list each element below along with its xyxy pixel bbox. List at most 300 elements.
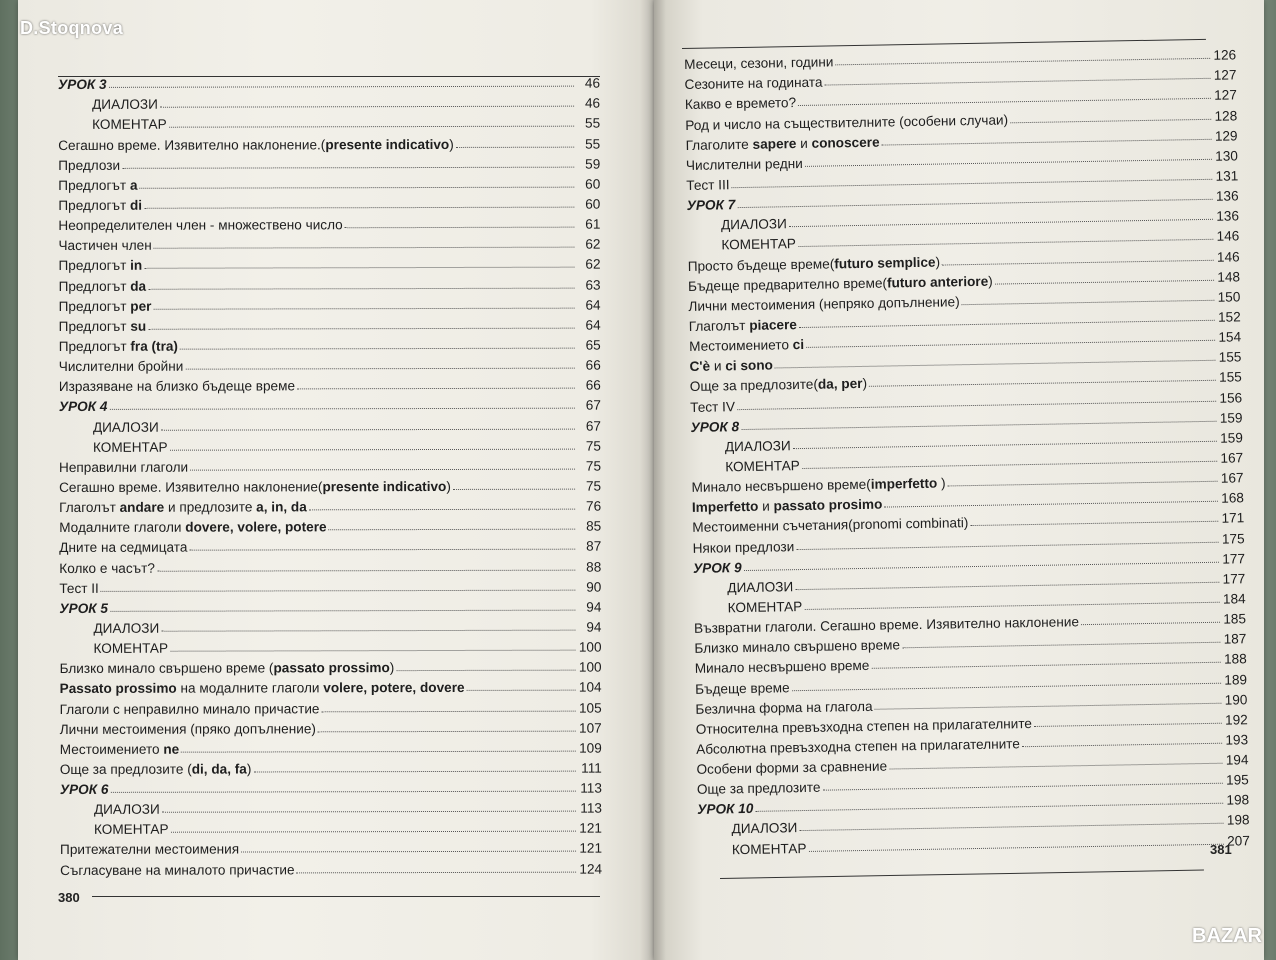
toc-entry-title [698, 841, 807, 858]
toc-title-part: ) [449, 136, 454, 152]
toc-title-part: dovere, volere, potere [185, 519, 327, 535]
toc-entry [59, 413, 601, 435]
toc-entry-title [59, 479, 451, 495]
toc-leader-dots [189, 549, 575, 551]
toc-entry [59, 332, 601, 354]
toc-title-part: ДИАЛОЗИ [93, 620, 160, 636]
toc-page-number: 94 [586, 599, 602, 615]
toc-title-part: Особени форми за сравнение [696, 758, 888, 777]
toc-title-part: УРОК 8 [690, 418, 740, 435]
toc-entry-title [60, 802, 160, 817]
toc-title-part: Притежателни местоимения [60, 842, 240, 858]
toc-leader-dots [122, 166, 574, 168]
toc-title-part: УРОК 6 [59, 781, 109, 798]
toc-entry-title [59, 419, 159, 434]
toc-page-number: 75 [585, 478, 602, 494]
toc-title-part: volere, potere, dovere [323, 680, 465, 696]
toc-page-number: 46 [584, 75, 601, 91]
toc-title-part: per [130, 298, 152, 314]
toc-leader-dots [297, 871, 577, 873]
toc-entry-title [686, 177, 729, 193]
toc-leader-dots [1034, 722, 1222, 726]
toc-entry [58, 232, 600, 254]
toc-page-number: 111 [581, 760, 602, 776]
toc-title-part: Модалните глаголи [59, 519, 186, 536]
toc-page-number: 192 [1224, 712, 1248, 728]
toc-title-part: ) [246, 761, 252, 777]
toc-entry-title [687, 216, 787, 233]
toc-entry-title [689, 358, 773, 374]
toc-entry-title [59, 339, 178, 354]
toc-title-part: ДИАЛОЗИ [720, 216, 787, 233]
toc-entry [60, 836, 602, 858]
toc-title-part: Изразяване на близко бъдеще време [58, 378, 296, 395]
toc-page-number: 67 [585, 418, 601, 434]
toc-title-part: Неправилни глаголи [59, 459, 189, 475]
toc-entry [59, 393, 601, 415]
toc-page-number: 154 [1218, 329, 1242, 345]
toc-entry-title [684, 75, 822, 92]
toc-page-number: 152 [1217, 309, 1241, 325]
toc-entry-title [58, 117, 167, 132]
toc-page-number: 167 [1220, 450, 1244, 466]
toc-entry-title [58, 178, 137, 193]
toc-leader-dots [170, 650, 575, 652]
toc-entry-title [59, 621, 159, 636]
toc-title-part: Предлогът [58, 177, 130, 193]
toc-page-number: 171 [1221, 510, 1245, 527]
toc-entry [59, 594, 601, 616]
toc-entry-title [59, 601, 108, 616]
toc-page-number: 124 [579, 861, 603, 877]
toc-entry [60, 675, 602, 697]
toc-page-number: 60 [585, 196, 601, 212]
toc-title-part: presente indicativo [325, 136, 450, 152]
toc-leader-dots [180, 348, 575, 350]
toc-entry-title [60, 862, 295, 878]
toc-entry-title [58, 238, 151, 253]
toc-title-part: Близко минало свършено време [694, 637, 901, 657]
toc-entry-title [690, 399, 735, 415]
toc-title-part: ne [163, 741, 180, 757]
toc-title-part: КОМЕНТАР [721, 236, 797, 253]
toc-leader-dots [995, 279, 1214, 284]
toc-title-part: Passato prossimo [59, 681, 177, 697]
toc-entry-title [686, 156, 803, 173]
toc-leader-dots [160, 106, 574, 108]
toc-page-number: 109 [579, 740, 602, 756]
toc-title-part: Месеци, сезони, години [684, 54, 834, 73]
toc-title-part: in [130, 258, 143, 274]
toc-title-part: presente indicativo [322, 478, 447, 495]
toc-leader-dots [101, 589, 576, 591]
toc-title-part: Относителна превъзходна степен на прилагателните [695, 715, 1033, 737]
toc-entry-title [60, 782, 109, 797]
toc-page-number: 129 [1214, 128, 1238, 144]
toc-page-number: 61 [585, 216, 601, 232]
toc-entry-title [58, 198, 142, 213]
toc-title-part: da [130, 278, 147, 294]
toc-title-part: passato prossimo [273, 660, 390, 676]
toc-leader-dots [253, 771, 575, 773]
toc-leader-dots [109, 86, 574, 88]
toc-leader-dots [140, 186, 575, 188]
toc-title-part: на модалните глаголи [176, 680, 324, 697]
toc-leader-dots [181, 750, 576, 752]
toc-title-part: ДИАЛОЗИ [92, 97, 158, 113]
toc-entry-title [689, 317, 797, 334]
right-toc [684, 42, 1250, 857]
left-bottom-rule [92, 896, 600, 897]
toc-entry-title [59, 641, 168, 656]
toc-entry [58, 91, 600, 113]
toc-entry [58, 171, 600, 193]
toc-entry-title [59, 399, 108, 414]
toc-page-number: 55 [585, 136, 601, 152]
toc-page-number: 189 [1224, 671, 1248, 688]
toc-page-number: 121 [579, 820, 603, 836]
left-toc [58, 71, 602, 878]
toc-title-part: Абсолютна превъзходна степен на прилагателните [696, 736, 1020, 757]
toc-title-part: и [709, 358, 726, 374]
toc-entry [59, 614, 601, 636]
toc-title-part: ) [862, 376, 868, 392]
toc-entry [59, 635, 601, 657]
toc-title-part: Лични местоимения (пряко допълнение) [59, 720, 316, 737]
toc-entry-title [59, 581, 99, 596]
toc-leader-dots [318, 730, 576, 732]
toc-entry-title [60, 721, 316, 737]
toc-page-number: 188 [1223, 651, 1247, 668]
toc-entry-title [59, 298, 152, 313]
toc-entry-title [691, 438, 791, 455]
toc-title-part: Още за предлозите ( [59, 761, 192, 777]
toc-leader-dots [170, 448, 575, 450]
toc-title-part: Минало несвършено време [694, 658, 870, 677]
toc-leader-dots [161, 428, 575, 430]
toc-title-part: Неопределителен член - множествено число [58, 217, 343, 234]
toc-entry-title [58, 97, 158, 112]
watermark: D.Stoqnova [20, 18, 124, 38]
toc-title-part: Тест II [59, 580, 99, 596]
toc-title-part: Сезоните на годината [684, 74, 823, 93]
toc-page-number: 198 [1226, 812, 1250, 829]
toc-entry-title [685, 95, 796, 112]
toc-title-part: piacere [749, 317, 797, 333]
toc-entry-title [695, 698, 872, 716]
toc-title-part: ) [937, 475, 946, 491]
toc-entry-title [59, 319, 147, 334]
toc-page-number: 136 [1216, 208, 1240, 225]
toc-leader-dots [153, 307, 574, 309]
toc-page-number: 113 [580, 780, 602, 796]
toc-page-number: 90 [586, 579, 602, 595]
toc-page-number: 85 [586, 518, 602, 534]
toc-title-part: Местоимението [59, 741, 164, 757]
toc-title-part: Още за предлозите [696, 779, 821, 798]
toc-entry-title [60, 761, 252, 777]
toc-title-part: Числителни редни [685, 155, 803, 173]
toc-title-part: ) [935, 254, 941, 270]
toc-title-part: ) [389, 660, 395, 676]
toc-page-number: 167 [1220, 470, 1244, 486]
toc-title-part: КОМЕНТАР [93, 822, 169, 838]
toc-page-number: 87 [586, 538, 602, 554]
toc-entry-title [694, 599, 803, 616]
toc-title-part: Imperfetto [691, 499, 759, 516]
toc-entry [59, 373, 601, 395]
toc-title-part: КОМЕНТАР [727, 598, 803, 616]
toc-entry-title [59, 520, 326, 536]
toc-page-number: 64 [585, 297, 601, 313]
toc-page-number: 113 [580, 800, 602, 816]
toc-page-number: 146 [1216, 248, 1240, 265]
toc-page-number: 190 [1224, 691, 1248, 708]
toc-title-part: Предлогът [58, 318, 131, 334]
toc-title-part: da, per [817, 376, 863, 393]
toc-page-number: 155 [1218, 349, 1242, 365]
toc-page-number: 156 [1219, 389, 1243, 406]
toc-title-part: futuro anteriore [886, 273, 989, 291]
toc-leader-dots [144, 267, 574, 269]
toc-title-part: Бъдеще предварително време( [687, 275, 888, 294]
toc-title-part: andare [119, 499, 165, 515]
toc-leader-dots [154, 247, 575, 249]
toc-page-number: 121 [579, 841, 603, 857]
toc-leader-dots [190, 468, 575, 470]
toc-title-part: C'è [689, 358, 711, 375]
toc-title-part: Тест IV [690, 398, 736, 415]
toc-title-part: Предлогът [58, 338, 131, 354]
toc-entry-title [697, 801, 753, 817]
toc-title-part: imperfetto [870, 475, 938, 492]
toc-entry [59, 473, 601, 495]
toc-entry-title [58, 217, 342, 233]
toc-leader-dots [169, 126, 574, 128]
toc-page-number: 177 [1222, 571, 1246, 587]
toc-page-number: 168 [1221, 490, 1245, 506]
toc-title-part: и [758, 498, 774, 515]
toc-page-number: 64 [585, 317, 601, 333]
toc-title-part: ДИАЛОЗИ [731, 820, 798, 837]
toc-page-number: 60 [585, 176, 601, 192]
toc-entry-title [59, 278, 147, 293]
toc-entry-title [695, 658, 870, 676]
toc-title-part: Предлогът [58, 298, 131, 314]
toc-title-part: Предлогът [58, 258, 131, 274]
toc-page-number: 62 [585, 256, 601, 273]
toc-entry [60, 695, 602, 717]
toc-title-part: di [129, 197, 143, 213]
toc-title-part: Безлична форма на глагола [695, 698, 873, 717]
toc-entry [58, 151, 600, 173]
toc-title-part: Местоимението [689, 337, 793, 355]
toc-page-number: 107 [579, 720, 602, 736]
toc-page-number: 75 [585, 458, 602, 474]
toc-title-part: УРОК 4 [58, 399, 108, 415]
right-page-number: 381 [1210, 842, 1232, 857]
toc-page-number: 62 [585, 236, 601, 252]
toc-title-part: КОМЕНТАР [93, 640, 169, 656]
toc-title-part: ДИАЛОЗИ [93, 801, 160, 818]
toc-entry [60, 816, 602, 838]
toc-title-part: passato prosimo [773, 496, 883, 514]
toc-title-part: Глаголът [688, 317, 750, 334]
toc-entry-title [58, 77, 107, 92]
toc-page-number: 148 [1217, 269, 1241, 285]
toc-title-part: ДИАЛОЗИ [92, 419, 159, 435]
toc-title-part: di, da, fa [191, 761, 247, 777]
toc-leader-dots [1010, 118, 1211, 123]
toc-leader-dots [148, 327, 574, 329]
toc-leader-dots [329, 529, 576, 531]
toc-page-number: 76 [585, 498, 602, 514]
toc-page-number: 198 [1226, 792, 1250, 808]
toc-title-part: conoscere [811, 134, 880, 151]
toc-title-part: ) [446, 478, 451, 494]
toc-leader-dots [1022, 743, 1222, 747]
toc-title-part: Предлогът [58, 197, 131, 213]
toc-page-number: 146 [1216, 228, 1240, 245]
toc-title-part: и предлозите [164, 499, 257, 515]
toc-entry-title [58, 158, 120, 173]
toc-title-part: КОМЕНТАР [92, 117, 167, 133]
toc-leader-dots [110, 791, 575, 793]
toc-title-part: Сегашно време. Изявително наклонение( [59, 479, 323, 495]
toc-page-number: 66 [585, 377, 601, 393]
toc-leader-dots [456, 146, 574, 147]
toc-page-number: 46 [584, 95, 601, 111]
toc-leader-dots [297, 388, 575, 390]
toc-entry [59, 312, 601, 334]
toc-entry-title [60, 741, 180, 756]
toc-title-part: КОМЕНТАР [92, 439, 168, 455]
toc-entry [59, 554, 601, 576]
toc-leader-dots [1081, 622, 1220, 625]
toc-title-part: su [130, 318, 147, 334]
toc-entry-title [59, 499, 307, 515]
toc-entry-title [687, 236, 796, 253]
toc-title-part: Възвратни глаголи. Сегашно време. Изявително наклонение [693, 614, 1080, 636]
toc-title-part: Съгласуване на миналото причастие [60, 862, 295, 878]
toc-leader-dots [185, 368, 574, 370]
toc-page-number: 195 [1225, 772, 1249, 788]
left-page-number: 380 [58, 890, 80, 905]
toc-entry-title [58, 258, 142, 273]
toc-entry-title [691, 458, 800, 475]
toc-title-part: Колко е часът? [59, 560, 155, 576]
toc-entry-title [59, 379, 295, 395]
toc-entry-title [693, 539, 795, 556]
toc-leader-dots [467, 690, 576, 691]
toc-entry [59, 574, 601, 596]
toc-entry [58, 71, 600, 93]
toc-title-part: ДИАЛОЗИ [727, 578, 794, 596]
toc-leader-dots [309, 509, 575, 511]
toc-page-number: 59 [585, 156, 601, 172]
toc-page-number: 55 [584, 116, 601, 132]
toc-title-part: Предлогът [58, 278, 131, 294]
toc-page-number: 94 [586, 619, 602, 635]
toc-leader-dots [970, 521, 1218, 526]
toc-leader-dots [161, 630, 575, 632]
toc-title-part: и [796, 135, 812, 151]
toc-entry [60, 755, 602, 777]
toc-entry [58, 212, 600, 234]
toc-title-part: Лични местоимения (непряко допълнение) [688, 294, 960, 314]
toc-entry-title [58, 137, 454, 153]
toc-page-number: 67 [585, 397, 601, 414]
toc-entry [60, 735, 602, 757]
toc-entry-title [690, 376, 867, 394]
toc-entry-title [690, 419, 739, 435]
toc-page-number: 155 [1218, 369, 1242, 386]
toc-leader-dots [171, 831, 576, 833]
toc-leader-dots [396, 670, 575, 671]
toc-page-number: 127 [1213, 67, 1237, 84]
toc-title-part: Още за предлозите( [689, 377, 819, 395]
toc-leader-dots [241, 851, 576, 853]
toc-leader-dots [321, 710, 575, 712]
toc-entry-title [60, 701, 320, 717]
toc-entry [59, 353, 601, 375]
toc-page-number: 65 [585, 337, 601, 353]
toc-entry-title [695, 680, 790, 697]
toc-leader-dots [148, 287, 574, 289]
toc-leader-dots [144, 207, 574, 209]
toc-entry-title [697, 780, 821, 797]
toc-entry-title [60, 680, 465, 696]
toc-entry [59, 514, 601, 536]
toc-entry-title [59, 540, 187, 555]
toc-title-part: ci [792, 337, 805, 353]
toc-page-number: 175 [1221, 530, 1245, 547]
toc-title-part: fra (tra) [130, 338, 178, 354]
toc-entry-title [684, 55, 833, 73]
toc-page-number: 159 [1220, 430, 1243, 446]
toc-title-part: Какво е времето? [684, 95, 797, 113]
toc-page-number: 207 [1227, 832, 1250, 849]
toc-title-part: Предлози [58, 157, 121, 173]
toc-page-number: 193 [1225, 732, 1249, 748]
toc-entry [59, 453, 601, 475]
toc-entry [59, 272, 601, 294]
toc-title-part: Частичен член [58, 238, 152, 254]
toc-title-part: futuro semplice [834, 254, 936, 271]
toc-page-number: 177 [1222, 550, 1246, 567]
toc-page-number: 187 [1223, 631, 1247, 647]
site-logo: BAZAR [1192, 925, 1262, 947]
toc-title-part: Просто бъдеще време( [687, 255, 835, 274]
toc-entry-title [60, 822, 169, 837]
toc-page-number: 159 [1219, 409, 1243, 426]
toc-title-part: Близко минало свършено време ( [59, 660, 274, 677]
toc-page-number: 75 [585, 438, 601, 454]
toc-title-part: УРОК 9 [692, 559, 742, 576]
toc-entry [58, 131, 600, 153]
toc-title-part: a, in, da [256, 499, 307, 515]
toc-page-number: 126 [1213, 47, 1237, 63]
toc-page-number: 63 [585, 277, 601, 293]
toc-page-number: 127 [1214, 87, 1237, 104]
toc-title-part: УРОК 7 [686, 197, 736, 214]
toc-page-number: 130 [1215, 148, 1239, 164]
toc-title-part: Минало несвършено време( [691, 476, 871, 496]
toc-leader-dots [109, 408, 574, 410]
toc-page-number: 150 [1217, 289, 1241, 305]
toc-title-part: Глаголът [59, 499, 120, 516]
toc-entry [60, 856, 602, 878]
